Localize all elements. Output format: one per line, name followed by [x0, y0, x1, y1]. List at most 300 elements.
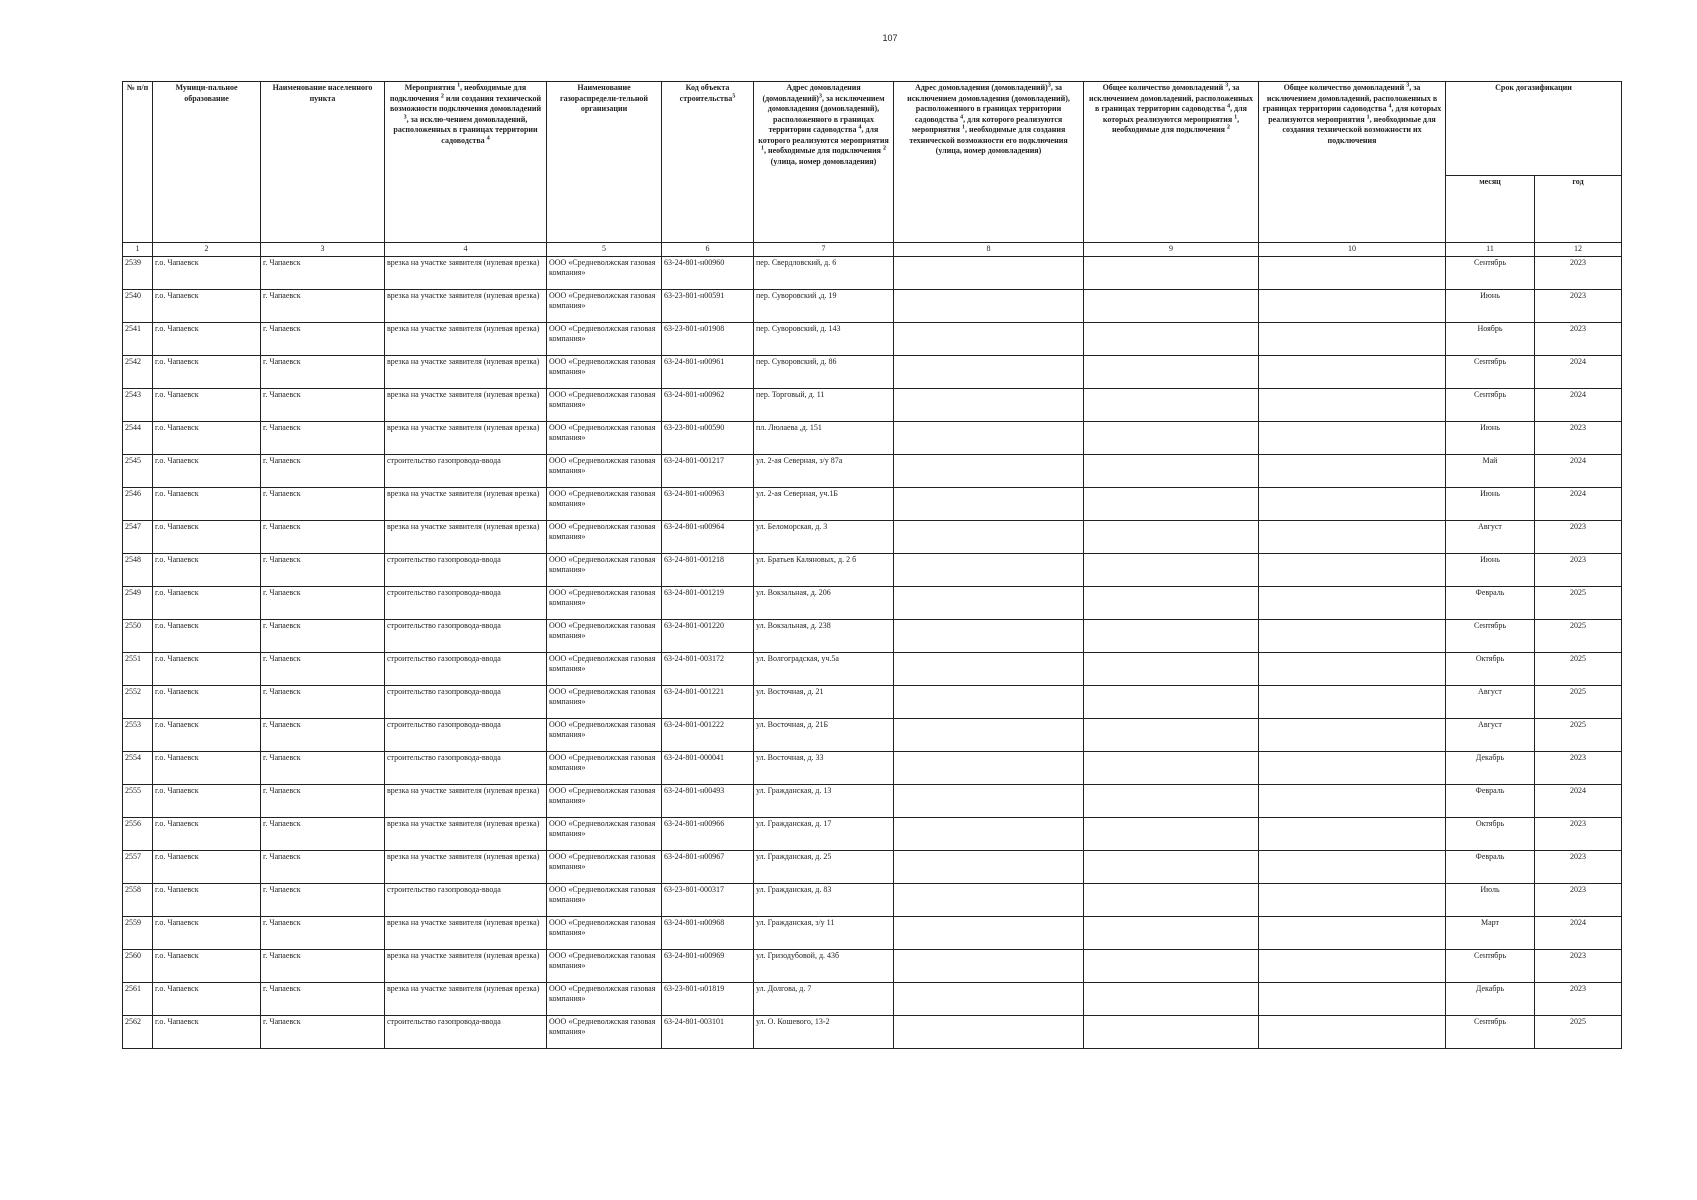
table-row [123, 553, 1622, 586]
municipality-cell: г.о. Чапаевск [153, 817, 261, 850]
year-cell: 2023 [1535, 520, 1622, 553]
row-number: 2559 [123, 916, 153, 949]
measure-cell: врезка на участке заявителя (нулевая врезка) [385, 421, 547, 454]
address-capability-cell [894, 454, 1084, 487]
object-code-cell: 63-23-801-000317 [662, 883, 754, 916]
address-cell: ул. 2-ая Северная, з/у 87а [754, 454, 894, 487]
count-capability-cell [1259, 817, 1446, 850]
address-cell: ул. Восточная, д. 21 [754, 685, 894, 718]
address-cell: ул. 2-ая Северная, уч.1Б [754, 487, 894, 520]
column-number: 1 [123, 243, 153, 257]
month-cell: Декабрь [1446, 751, 1535, 784]
table-row [123, 751, 1622, 784]
address-cell: ул. Волгоградская, уч.5а [754, 652, 894, 685]
object-code-cell: 63-24-801-н00960 [662, 256, 754, 289]
count-connection-cell [1084, 586, 1259, 619]
measure-cell: врезка на участке заявителя (нулевая врезка) [385, 949, 547, 982]
measure-cell: строительство газопровода-ввода [385, 454, 547, 487]
measure-cell: врезка на участке заявителя (нулевая врезка) [385, 355, 547, 388]
row-number: 2548 [123, 553, 153, 586]
address-cell: ул. Гражданская, д. 25 [754, 850, 894, 883]
column-number: 9 [1084, 243, 1259, 257]
address-cell: пер. Торговый, д. 11 [754, 388, 894, 421]
count-capability-cell [1259, 652, 1446, 685]
header-year: год [1535, 176, 1622, 243]
settlement-cell: г. Чапаевск [261, 982, 385, 1015]
month-cell: Февраль [1446, 586, 1535, 619]
table-row [123, 817, 1622, 850]
object-code-cell: 63-24-801-н00966 [662, 817, 754, 850]
measure-cell: строительство газопровода-ввода [385, 751, 547, 784]
municipality-cell: г.о. Чапаевск [153, 322, 261, 355]
object-code-cell: 63-24-801-001221 [662, 685, 754, 718]
address-capability-cell [894, 718, 1084, 751]
municipality-cell: г.о. Чапаевск [153, 256, 261, 289]
table-row [123, 520, 1622, 553]
table-row [123, 949, 1622, 982]
measure-cell: строительство газопровода-ввода [385, 586, 547, 619]
object-code-cell: 63-23-801-н00591 [662, 289, 754, 322]
measure-cell: врезка на участке заявителя (нулевая врезка) [385, 289, 547, 322]
count-capability-cell [1259, 388, 1446, 421]
municipality-cell: г.о. Чапаевск [153, 586, 261, 619]
month-cell: Сентябрь [1446, 256, 1535, 289]
address-capability-cell [894, 520, 1084, 553]
month-cell: Сентябрь [1446, 949, 1535, 982]
count-capability-cell [1259, 916, 1446, 949]
settlement-cell: г. Чапаевск [261, 322, 385, 355]
year-cell: 2024 [1535, 355, 1622, 388]
count-connection-cell [1084, 817, 1259, 850]
address-cell: ул. Гражданская, д. 83 [754, 883, 894, 916]
address-capability-cell [894, 652, 1084, 685]
header-address-connection: Адрес домовладения (домовладений)$^3$, за исключением домовладения (домовладений), расположенного в границах территории садоводства $^4$, для которого реализуются мероприятия $^1$, необходимые для подключения $^2$ (улица, номер домовладения) [754, 82, 894, 243]
row-number: 2562 [123, 1015, 153, 1048]
object-code-cell: 63-24-801-001219 [662, 586, 754, 619]
count-connection-cell [1084, 520, 1259, 553]
address-capability-cell [894, 982, 1084, 1015]
month-cell: Декабрь [1446, 982, 1535, 1015]
column-number: 6 [662, 243, 754, 257]
address-cell: ул. О. Кошевого, 13-2 [754, 1015, 894, 1048]
row-number: 2540 [123, 289, 153, 322]
object-code-cell: 63-24-801-000041 [662, 751, 754, 784]
table-row [123, 586, 1622, 619]
count-connection-cell [1084, 487, 1259, 520]
header-deadline: Срок догазификации [1446, 82, 1622, 176]
table-row [123, 619, 1622, 652]
row-number: 2558 [123, 883, 153, 916]
municipality-cell: г.о. Чапаевск [153, 916, 261, 949]
settlement-cell: г. Чапаевск [261, 916, 385, 949]
object-code-cell: 63-24-801-н00968 [662, 916, 754, 949]
row-number: 2553 [123, 718, 153, 751]
address-capability-cell [894, 289, 1084, 322]
settlement-cell: г. Чапаевск [261, 289, 385, 322]
object-code-cell: 63-24-801-н00964 [662, 520, 754, 553]
year-cell: 2023 [1535, 553, 1622, 586]
count-connection-cell [1084, 949, 1259, 982]
header-count-connection: Общее количество домовладений $^3$, за исключением домовладений, расположенных в границах территории садоводства $^4$, для которых реализуются мероприятия $^1$, необходимые для подключения $^2$ [1084, 82, 1259, 243]
organization-cell: ООО «Средневолжская газовая компания» [547, 421, 662, 454]
count-capability-cell [1259, 784, 1446, 817]
count-connection-cell [1084, 256, 1259, 289]
settlement-cell: г. Чапаевск [261, 520, 385, 553]
object-code-cell: 63-24-801-001222 [662, 718, 754, 751]
year-cell: 2025 [1535, 652, 1622, 685]
month-cell: Май [1446, 454, 1535, 487]
count-connection-cell [1084, 718, 1259, 751]
measure-cell: врезка на участке заявителя (нулевая врезка) [385, 322, 547, 355]
settlement-cell: г. Чапаевск [261, 718, 385, 751]
count-connection-cell [1084, 685, 1259, 718]
year-cell: 2024 [1535, 487, 1622, 520]
month-cell: Октябрь [1446, 652, 1535, 685]
count-connection-cell [1084, 850, 1259, 883]
table-row [123, 718, 1622, 751]
settlement-cell: г. Чапаевск [261, 1015, 385, 1048]
count-connection-cell [1084, 916, 1259, 949]
organization-cell: ООО «Средневолжская газовая компания» [547, 982, 662, 1015]
table-row [123, 322, 1622, 355]
year-cell: 2024 [1535, 784, 1622, 817]
count-connection-cell [1084, 454, 1259, 487]
count-connection-cell [1084, 652, 1259, 685]
year-cell: 2023 [1535, 421, 1622, 454]
organization-cell: ООО «Средневолжская газовая компания» [547, 1015, 662, 1048]
year-cell: 2023 [1535, 289, 1622, 322]
year-cell: 2024 [1535, 916, 1622, 949]
object-code-cell: 63-24-801-003172 [662, 652, 754, 685]
settlement-cell: г. Чапаевск [261, 751, 385, 784]
measure-cell: строительство газопровода-ввода [385, 619, 547, 652]
municipality-cell: г.о. Чапаевск [153, 619, 261, 652]
column-number: 2 [153, 243, 261, 257]
object-code-cell: 63-23-801-н00590 [662, 421, 754, 454]
year-cell: 2025 [1535, 619, 1622, 652]
table-row [123, 685, 1622, 718]
municipality-cell: г.о. Чапаевск [153, 685, 261, 718]
organization-cell: ООО «Средневолжская газовая компания» [547, 817, 662, 850]
gasification-table [122, 81, 1622, 1049]
municipality-cell: г.о. Чапаевск [153, 718, 261, 751]
count-capability-cell [1259, 355, 1446, 388]
municipality-cell: г.о. Чапаевск [153, 520, 261, 553]
municipality-cell: г.о. Чапаевск [153, 784, 261, 817]
organization-cell: ООО «Средневолжская газовая компания» [547, 388, 662, 421]
settlement-cell: г. Чапаевск [261, 652, 385, 685]
address-capability-cell [894, 322, 1084, 355]
address-capability-cell [894, 388, 1084, 421]
header-count-capability: Общее количество домовладений $^3$, за исключением домовладений, расположенных в границах территории садоводства $^4$, для которых реализуются мероприятия $^1$, необходимые для создания технической возможности их подключения [1259, 82, 1446, 243]
address-cell: ул. Гражданская, д. 17 [754, 817, 894, 850]
organization-cell: ООО «Средневолжская газовая компания» [547, 949, 662, 982]
year-cell: 2025 [1535, 718, 1622, 751]
header-number: № п/п [123, 82, 153, 243]
measure-cell: строительство газопровода-ввода [385, 553, 547, 586]
municipality-cell: г.о. Чапаевск [153, 487, 261, 520]
header-organization: Наименование газораспредели-тельной организации [547, 82, 662, 243]
organization-cell: ООО «Средневолжская газовая компания» [547, 289, 662, 322]
organization-cell: ООО «Средневолжская газовая компания» [547, 586, 662, 619]
table-row [123, 421, 1622, 454]
organization-cell: ООО «Средневолжская газовая компания» [547, 487, 662, 520]
settlement-cell: г. Чапаевск [261, 619, 385, 652]
address-cell: ул. Восточная, д. 21Б [754, 718, 894, 751]
count-capability-cell [1259, 487, 1446, 520]
measure-cell: врезка на участке заявителя (нулевая врезка) [385, 817, 547, 850]
row-number: 2550 [123, 619, 153, 652]
address-cell: ул. Восточная, д. 33 [754, 751, 894, 784]
month-cell: Август [1446, 685, 1535, 718]
object-code-cell: 63-24-801-001217 [662, 454, 754, 487]
municipality-cell: г.о. Чапаевск [153, 850, 261, 883]
row-number: 2557 [123, 850, 153, 883]
settlement-cell: г. Чапаевск [261, 355, 385, 388]
count-capability-cell [1259, 586, 1446, 619]
object-code-cell: 63-24-801-н00967 [662, 850, 754, 883]
column-number: 7 [754, 243, 894, 257]
organization-cell: ООО «Средневолжская газовая компания» [547, 355, 662, 388]
column-number-row [123, 243, 1622, 257]
address-capability-cell [894, 883, 1084, 916]
address-cell: ул. Братьев Каляновых, д. 2 б [754, 553, 894, 586]
municipality-cell: г.о. Чапаевск [153, 883, 261, 916]
table-row [123, 454, 1622, 487]
row-number: 2542 [123, 355, 153, 388]
measure-cell: врезка на участке заявителя (нулевая врезка) [385, 982, 547, 1015]
settlement-cell: г. Чапаевск [261, 388, 385, 421]
object-code-cell: 63-24-801-н00969 [662, 949, 754, 982]
municipality-cell: г.о. Чапаевск [153, 388, 261, 421]
year-cell: 2023 [1535, 751, 1622, 784]
month-cell: Август [1446, 718, 1535, 751]
organization-cell: ООО «Средневолжская газовая компания» [547, 685, 662, 718]
row-number: 2560 [123, 949, 153, 982]
count-capability-cell [1259, 850, 1446, 883]
settlement-cell: г. Чапаевск [261, 454, 385, 487]
measure-cell: врезка на участке заявителя (нулевая врезка) [385, 916, 547, 949]
count-capability-cell [1259, 1015, 1446, 1048]
organization-cell: ООО «Средневолжская газовая компания» [547, 520, 662, 553]
address-capability-cell [894, 949, 1084, 982]
row-number: 2561 [123, 982, 153, 1015]
object-code-cell: 63-23-801-н01908 [662, 322, 754, 355]
count-capability-cell [1259, 982, 1446, 1015]
address-cell: пер. Свердловский, д. 6 [754, 256, 894, 289]
settlement-cell: г. Чапаевск [261, 421, 385, 454]
municipality-cell: г.о. Чапаевск [153, 421, 261, 454]
organization-cell: ООО «Средневолжская газовая компания» [547, 322, 662, 355]
table-row [123, 355, 1622, 388]
address-capability-cell [894, 355, 1084, 388]
measure-cell: строительство газопровода-ввода [385, 1015, 547, 1048]
page-number: 107 [882, 33, 898, 43]
count-connection-cell [1084, 355, 1259, 388]
row-number: 2554 [123, 751, 153, 784]
object-code-cell: 63-24-801-н00493 [662, 784, 754, 817]
table-row [123, 388, 1622, 421]
count-connection-cell [1084, 322, 1259, 355]
address-cell: ул. Вокзальная, д. 206 [754, 586, 894, 619]
count-capability-cell [1259, 289, 1446, 322]
row-number: 2551 [123, 652, 153, 685]
address-cell: пер. Суворовский, д. 86 [754, 355, 894, 388]
table-row [123, 850, 1622, 883]
count-connection-cell [1084, 553, 1259, 586]
municipality-cell: г.о. Чапаевск [153, 652, 261, 685]
month-cell: Июль [1446, 883, 1535, 916]
measure-cell: врезка на участке заявителя (нулевая врезка) [385, 256, 547, 289]
address-capability-cell [894, 421, 1084, 454]
municipality-cell: г.о. Чапаевск [153, 949, 261, 982]
count-capability-cell [1259, 949, 1446, 982]
header-measures: Мероприятия $^1$, необходимые для подключения $^2$ или создания технической возможности подключения домовладений $^3$, за исклю-чением домовладений, расположенных в границах территории садоводства $^4$ [385, 82, 547, 243]
header-municipality: Муници-пальное образование [153, 82, 261, 243]
municipality-cell: г.о. Чапаевск [153, 751, 261, 784]
header-address-capability: Адрес домовладения (домовладений)$^3$, за исключением домовладения (домовладений), расположенного в границах территории садоводства $^4$, для которого реализуются мероприятия $^1$, необходимые для создания технической возможности его подключения (улица, номер домовладения) [894, 82, 1084, 243]
organization-cell: ООО «Средневолжская газовая компания» [547, 784, 662, 817]
header-object-code: Код объекта строительства$^5$ [662, 82, 754, 243]
month-cell: Март [1446, 916, 1535, 949]
year-cell: 2024 [1535, 388, 1622, 421]
count-capability-cell [1259, 883, 1446, 916]
count-capability-cell [1259, 421, 1446, 454]
address-capability-cell [894, 916, 1084, 949]
organization-cell: ООО «Средневолжская газовая компания» [547, 652, 662, 685]
month-cell: Февраль [1446, 784, 1535, 817]
count-connection-cell [1084, 619, 1259, 652]
year-cell: 2024 [1535, 454, 1622, 487]
column-number: 4 [385, 243, 547, 257]
object-code-cell: 63-24-801-003101 [662, 1015, 754, 1048]
organization-cell: ООО «Средневолжская газовая компания» [547, 916, 662, 949]
month-cell: Сентябрь [1446, 619, 1535, 652]
organization-cell: ООО «Средневолжская газовая компания» [547, 553, 662, 586]
organization-cell: ООО «Средневолжская газовая компания» [547, 883, 662, 916]
object-code-cell: 63-24-801-н00963 [662, 487, 754, 520]
measure-cell: строительство газопровода-ввода [385, 883, 547, 916]
settlement-cell: г. Чапаевск [261, 784, 385, 817]
municipality-cell: г.о. Чапаевск [153, 454, 261, 487]
address-capability-cell [894, 850, 1084, 883]
object-code-cell: 63-24-801-001218 [662, 553, 754, 586]
count-connection-cell [1084, 388, 1259, 421]
address-cell: пер. Суворовский ,д. 19 [754, 289, 894, 322]
header-month: месяц [1446, 176, 1535, 243]
settlement-cell: г. Чапаевск [261, 685, 385, 718]
municipality-cell: г.о. Чапаевск [153, 982, 261, 1015]
address-capability-cell [894, 586, 1084, 619]
row-number: 2547 [123, 520, 153, 553]
measure-cell: строительство газопровода-ввода [385, 718, 547, 751]
object-code-cell: 63-24-801-001220 [662, 619, 754, 652]
row-number: 2546 [123, 487, 153, 520]
count-capability-cell [1259, 454, 1446, 487]
measure-cell: врезка на участке заявителя (нулевая врезка) [385, 850, 547, 883]
settlement-cell: г. Чапаевск [261, 256, 385, 289]
column-number: 10 [1259, 243, 1446, 257]
municipality-cell: г.о. Чапаевск [153, 355, 261, 388]
year-cell: 2023 [1535, 883, 1622, 916]
address-cell: ул. Гризодубовой, д. 43б [754, 949, 894, 982]
measure-cell: врезка на участке заявителя (нулевая врезка) [385, 388, 547, 421]
count-connection-cell [1084, 289, 1259, 322]
table-row [123, 982, 1622, 1015]
settlement-cell: г. Чапаевск [261, 553, 385, 586]
table-row [123, 256, 1622, 289]
month-cell: Октябрь [1446, 817, 1535, 850]
row-number: 2549 [123, 586, 153, 619]
organization-cell: ООО «Средневолжская газовая компания» [547, 256, 662, 289]
object-code-cell: 63-24-801-н00962 [662, 388, 754, 421]
row-number: 2544 [123, 421, 153, 454]
address-cell: пер. Суворовский, д. 143 [754, 322, 894, 355]
month-cell: Июнь [1446, 487, 1535, 520]
column-number: 12 [1535, 243, 1622, 257]
count-capability-cell [1259, 553, 1446, 586]
settlement-cell: г. Чапаевск [261, 586, 385, 619]
count-capability-cell [1259, 685, 1446, 718]
address-cell: ул. Долгова, д. 7 [754, 982, 894, 1015]
month-cell: Сентябрь [1446, 1015, 1535, 1048]
address-capability-cell [894, 256, 1084, 289]
measure-cell: строительство газопровода-ввода [385, 685, 547, 718]
organization-cell: ООО «Средневолжская газовая компания» [547, 751, 662, 784]
month-cell: Июнь [1446, 289, 1535, 322]
measure-cell: врезка на участке заявителя (нулевая врезка) [385, 784, 547, 817]
settlement-cell: г. Чапаевск [261, 949, 385, 982]
object-code-cell: 63-23-801-н01819 [662, 982, 754, 1015]
row-number: 2543 [123, 388, 153, 421]
month-cell: Июнь [1446, 553, 1535, 586]
month-cell: Июнь [1446, 421, 1535, 454]
address-capability-cell [894, 817, 1084, 850]
year-cell: 2023 [1535, 850, 1622, 883]
organization-cell: ООО «Средневолжская газовая компания» [547, 454, 662, 487]
table-row [123, 289, 1622, 322]
count-capability-cell [1259, 751, 1446, 784]
count-connection-cell [1084, 982, 1259, 1015]
settlement-cell: г. Чапаевск [261, 817, 385, 850]
column-number: 5 [547, 243, 662, 257]
organization-cell: ООО «Средневолжская газовая компания» [547, 619, 662, 652]
municipality-cell: г.о. Чапаевск [153, 553, 261, 586]
count-capability-cell [1259, 718, 1446, 751]
settlement-cell: г. Чапаевск [261, 883, 385, 916]
table-body [123, 256, 1622, 1048]
municipality-cell: г.о. Чапаевск [153, 1015, 261, 1048]
measure-cell: врезка на участке заявителя (нулевая врезка) [385, 520, 547, 553]
address-cell: ул. Беломорская, д. 3 [754, 520, 894, 553]
address-capability-cell [894, 487, 1084, 520]
address-capability-cell [894, 619, 1084, 652]
month-cell: Ноябрь [1446, 322, 1535, 355]
address-cell: ул. Гражданская, з/у 11 [754, 916, 894, 949]
address-cell: пл. Люлаева ,д. 151 [754, 421, 894, 454]
year-cell: 2023 [1535, 322, 1622, 355]
table-row [123, 784, 1622, 817]
measure-cell: строительство газопровода-ввода [385, 652, 547, 685]
count-connection-cell [1084, 784, 1259, 817]
count-capability-cell [1259, 256, 1446, 289]
table-row [123, 652, 1622, 685]
column-number: 3 [261, 243, 385, 257]
column-number: 11 [1446, 243, 1535, 257]
count-capability-cell [1259, 520, 1446, 553]
year-cell: 2023 [1535, 817, 1622, 850]
address-capability-cell [894, 751, 1084, 784]
